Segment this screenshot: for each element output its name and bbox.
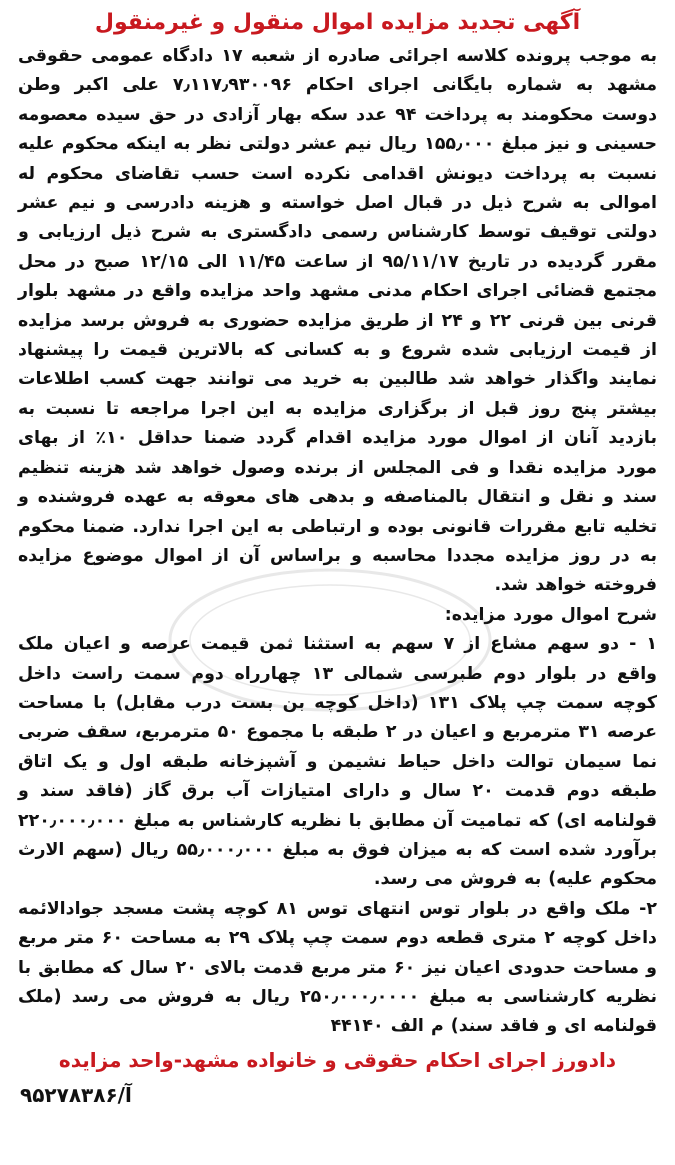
notice-paragraph-main: به موجب پرونده کلاسه اجرائی صادره از شعبه ۱۷ دادگاه عمومی حقوقی مشهد به شماره بایگانی اجرای احکام ۷٫۱۱۷٫۹۳۰۰۹۶ علی اکبر وطن دوست محکومند به پرداخت ۹۴ عدد سکه بهار آزادی در حق سیده معصومه حسینی و نیز مبلغ ۱۵۵٫۰۰۰ ریال نیم عشر دولتی نظر به اینکه محکوم علیه نسبت به پرداخت دیونش اقدامی نکرده است حسب تقاضای محکوم له اموالی به شرح ذیل در قبال اصل خواسته و هزینه دادرسی و نیم عشر دولتی توقیف توسط کارشناس رسمی دادگستری به شرح ذیل ارزیابی و مقرر گردیده در تاریخ ۹۵/۱۱/۱۷ از ساعت ۱۱/۴۵ الی ۱۲/۱۵ صبح در محل مجتمع قضائی اجرای احکام مدنی مشهد واحد مزایده واقع در مشهد بلوار قرنی بین قرنی ۲۲ و ۲۴ از طریق مزایده حضوری به فروش برسد مزایده از قیمت ارزیابی شده شروع و به کسانی که بالاترین قیمت را پیشنهاد نمایند واگذار خواهد شد طالبین به خرید می توانند جهت کسب اطلاعات بیشتر پنج روز قبل از برگزاری مزایده به این اجرا مراجعه تا نسبت به بازدید آنان از اموال مورد مزایده اقدام گردد ضمنا حداقل ۱۰٪ از بهای مورد مزایده نقدا و فی المجلس از برنده وصول خواهد شد هزینه تنظیم سند و نقل و انتقال بالمناصفه و بدهی های معوقه به عهده فروشنده و تخلیه تابع مقررات قانونی بوده و ارتباطی به این اجرا ندارد. ضمنا محکوم به در روز مزایده مجددا محاسبه و براساس آن از اموال موضوع مزایده فروخته خواهد شد. [18,46,658,596]
notice-title: آگهی تجدید مزایده اموال منقول و غیرمنقول [94,10,581,35]
property-item-2: ۲- ملک واقع در بلوار توس انتهای توس ۸۱ کوچه پشت مسجد جوادالائمه داخل کوچه ۲ متری قطعه دوم سمت چپ پلاک ۲۹ به مساحت ۶۰ متر مربع و مساحت حدودی اعیان نیز ۶۰ متر مربع قدمت بالای ۲۰ سال که مطابق با نظریه کارشناسی به مبلغ ۲۵۰٫۰۰۰٫۰۰۰۰ ریال به فروش می رسد (ملک قولنامه ای و فاقد سند) م الف ۴۴۱۴۰ [18,898,657,1037]
property-item-1: ۱ - دو سهم مشاع از ۷ سهم به استثنا ثمن قیمت عرصه و اعیان ملک واقع در بلوار دوم طبرسی شمالی ۱۳ چهارراه دوم سمت راست داخل کوچه سمت چپ پلاک ۱۳۱ (داخل کوچه بن بست درب مقابل) با مساحت عرصه ۳۱ مترمربع و اعیان در ۲ طبقه با مجموع ۵۰ مترمربع، سقف ضربی نما سیمان توالت داخل حیاط نشیمن و آشپزخانه طبقه اول و یک اتاق طبقه دوم قدمت ۲۰ سال و دارای امتیازات آب برق گاز (فاقد سند و قولنامه ای) که تمامیت آن مطابق با نظریه کارشناس به مبلغ ۲۲۰٫۰۰۰٫۰۰۰ برآورد شده است که به میزان فوق به مبلغ ۵۵٫۰۰۰٫۰۰۰ ریال (سهم الارث محکوم علیه) به فروش می رسد. [18,634,658,890]
property-list-heading: شرح اموال مورد مزایده: [444,604,657,625]
reference-code: آ/۹۵۲۷۸۳۸۶ [20,1082,132,1107]
issuer-signature-line: دادورز اجرای احکام حقوقی و خانواده مشهد-واحد مزایده [58,1047,617,1072]
